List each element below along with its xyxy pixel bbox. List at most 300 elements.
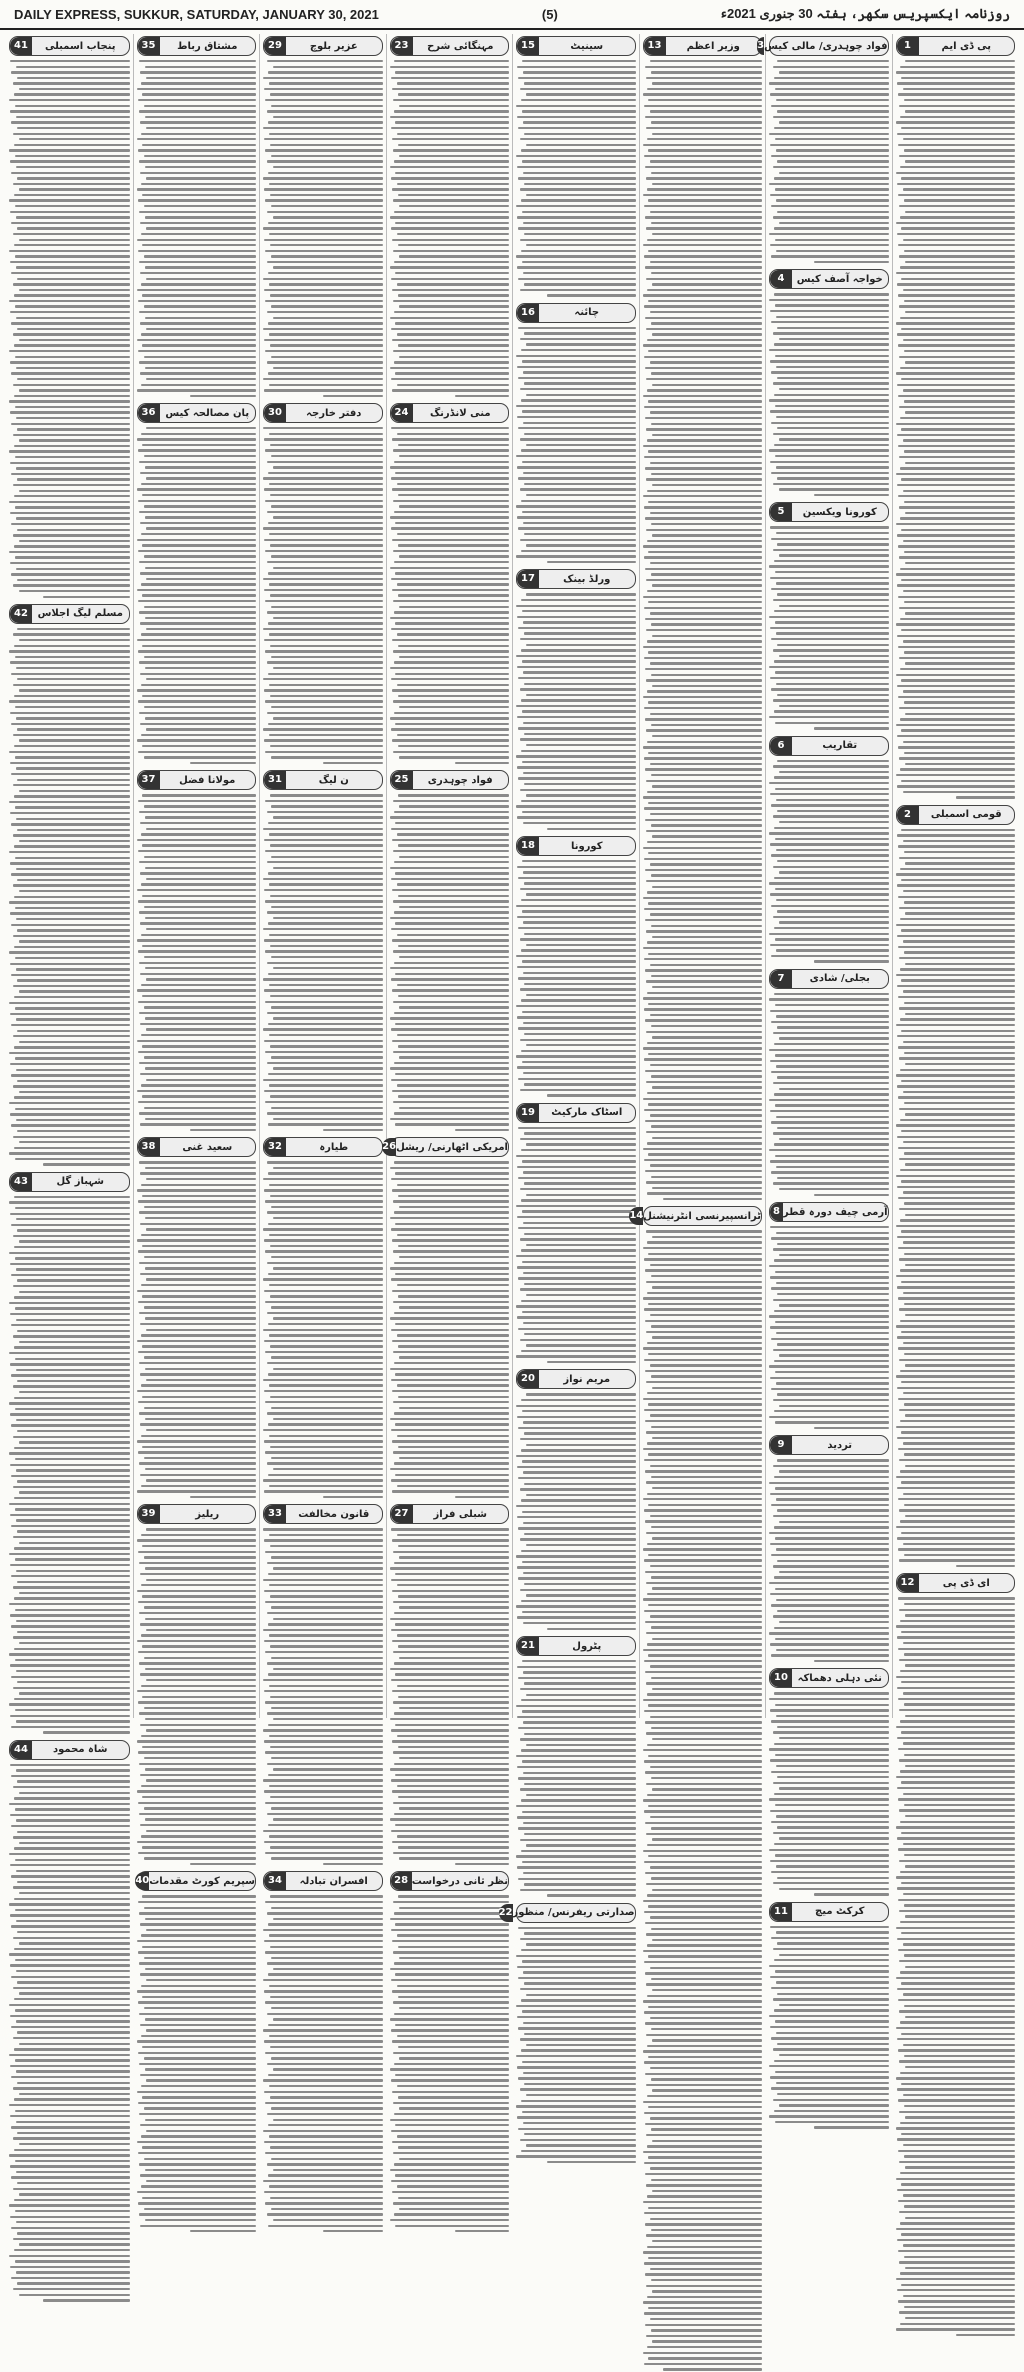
text-line — [899, 205, 1015, 207]
text-line — [15, 756, 129, 758]
text-line — [17, 1831, 129, 1833]
text-line — [898, 1096, 1015, 1098]
text-line — [263, 628, 383, 630]
text-line — [901, 979, 1015, 981]
text-line — [897, 1286, 1015, 1288]
text-line — [898, 646, 1015, 648]
text-line — [774, 394, 889, 396]
text-line — [773, 815, 889, 817]
text-line — [904, 951, 1015, 953]
text-line — [268, 872, 383, 874]
text-line — [643, 2000, 763, 2002]
text-line — [271, 2057, 382, 2059]
text-line — [15, 1508, 129, 1510]
text-line — [142, 1996, 256, 1998]
text-line — [771, 371, 888, 373]
text-line — [10, 1263, 129, 1265]
text-line — [270, 995, 382, 997]
text-line — [397, 1835, 509, 1837]
text-line — [139, 1262, 256, 1264]
story-title: صدارتی ریفرنس/ منظور — [512, 1907, 635, 1919]
text-line — [900, 2122, 1015, 2124]
text-line — [898, 1798, 1015, 1800]
text-line — [779, 1088, 889, 1090]
text-line — [645, 718, 762, 720]
text-line — [814, 1194, 888, 1196]
text-line — [903, 289, 1015, 291]
text-line — [455, 1863, 509, 1865]
text-line — [644, 1810, 762, 1812]
text-line — [897, 785, 1015, 787]
text-line — [141, 1384, 256, 1386]
news-story — [390, 36, 510, 398]
text-line — [395, 1474, 509, 1476]
text-line — [263, 1429, 383, 1431]
text-line — [145, 667, 256, 669]
text-line — [523, 1322, 635, 1324]
text-line — [775, 1970, 889, 1972]
text-line — [652, 183, 762, 185]
text-line — [393, 199, 509, 201]
text-line — [516, 1605, 636, 1607]
text-line — [395, 1973, 509, 1975]
text-line — [9, 501, 130, 503]
text-line — [643, 495, 763, 497]
text-line — [17, 428, 129, 430]
text-line — [398, 2096, 509, 2098]
text-line — [394, 1912, 509, 1914]
text-line — [19, 1240, 130, 1242]
text-line — [146, 1329, 256, 1331]
text-line — [646, 930, 762, 932]
text-line — [643, 1950, 763, 1952]
text-line — [547, 1094, 635, 1096]
text-line — [270, 2046, 382, 2048]
text-line — [518, 1527, 635, 1529]
text-line — [10, 1864, 129, 1866]
text-line — [263, 2180, 383, 2182]
text-line — [138, 500, 256, 502]
text-line — [14, 1797, 130, 1799]
text-line — [903, 1191, 1015, 1193]
text-line — [142, 93, 256, 95]
text-line — [773, 1998, 889, 2000]
text-line — [647, 1894, 762, 1896]
text-line — [644, 105, 762, 107]
text-line — [395, 723, 509, 725]
text-line — [137, 389, 257, 391]
text-line — [517, 1966, 635, 1968]
text-line — [271, 155, 382, 157]
text-line — [140, 522, 256, 524]
text-line — [268, 1623, 383, 1625]
text-line — [773, 116, 889, 118]
text-line — [652, 1738, 762, 1740]
text-line — [10, 1664, 129, 1666]
text-line — [270, 594, 382, 596]
text-line — [775, 1638, 889, 1640]
text-line — [146, 828, 256, 830]
text-line — [523, 1872, 635, 1874]
text-line — [771, 1338, 888, 1340]
text-line — [522, 1760, 636, 1762]
text-line — [146, 477, 256, 479]
text-line — [645, 1470, 762, 1472]
text-line — [643, 244, 763, 246]
text-line — [521, 1300, 636, 1302]
text-line — [521, 2049, 636, 2051]
text-line — [901, 1681, 1015, 1683]
text-line — [146, 378, 256, 380]
text-line — [522, 1410, 636, 1412]
text-line — [769, 666, 889, 668]
text-line — [140, 2074, 256, 2076]
text-line — [773, 699, 889, 701]
text-line — [646, 278, 762, 280]
text-line — [517, 616, 635, 618]
text-line — [19, 590, 130, 592]
text-line — [140, 723, 256, 725]
text-line — [137, 1440, 257, 1442]
text-line — [16, 1218, 129, 1220]
text-line — [905, 2116, 1015, 2118]
text-line — [145, 617, 256, 619]
text-line — [16, 1419, 129, 1421]
text-line — [522, 410, 636, 412]
text-line — [521, 199, 636, 201]
text-line — [896, 1625, 1016, 1627]
text-line — [270, 194, 382, 196]
text-line — [267, 60, 383, 62]
text-line — [904, 250, 1015, 252]
text-line — [264, 1490, 382, 1492]
text-line — [644, 2011, 762, 2013]
text-line — [137, 2191, 257, 2193]
text-line — [905, 713, 1015, 715]
text-line — [770, 461, 888, 463]
story-body-text — [516, 326, 636, 565]
text-line — [19, 890, 130, 892]
text-line — [264, 989, 382, 991]
text-line — [395, 673, 509, 675]
text-line — [393, 1852, 509, 1854]
text-line — [10, 1914, 129, 1916]
story-header — [516, 1369, 636, 1389]
text-line — [771, 1654, 888, 1656]
text-line — [644, 155, 762, 157]
story-number-badge: 40 — [135, 1872, 149, 1890]
text-line — [524, 783, 635, 785]
text-line — [146, 1228, 256, 1230]
text-line — [43, 2299, 130, 2301]
story-title: سینیٹ — [570, 40, 604, 52]
text-line — [897, 82, 1015, 84]
text-line — [814, 494, 888, 496]
text-line — [643, 1498, 763, 1500]
text-line — [140, 472, 256, 474]
text-line — [16, 1920, 129, 1922]
text-line — [771, 1388, 888, 1390]
text-line — [904, 1653, 1015, 1655]
text-line — [896, 322, 1016, 324]
story-number-badge: 44 — [10, 1741, 32, 1759]
text-line — [771, 2037, 888, 2039]
text-line — [399, 2107, 509, 2109]
text-line — [522, 660, 636, 662]
text-line — [773, 1032, 889, 1034]
text-line — [646, 1031, 762, 1033]
text-line — [771, 1121, 888, 1123]
text-line — [898, 144, 1015, 146]
text-line — [520, 789, 636, 791]
text-line — [270, 244, 382, 246]
text-line — [273, 1668, 383, 1670]
text-line — [270, 1396, 382, 1398]
text-line — [397, 483, 509, 485]
text-line — [323, 762, 383, 764]
text-line — [652, 1989, 762, 1991]
text-line — [10, 411, 129, 413]
text-line — [9, 199, 130, 201]
text-line — [652, 1838, 762, 1840]
text-line — [776, 1282, 888, 1284]
text-line — [905, 1966, 1015, 1968]
story-header — [390, 403, 510, 423]
text-line — [776, 1548, 888, 1550]
text-line — [904, 1504, 1015, 1506]
text-line — [774, 1576, 889, 1578]
text-line — [10, 762, 129, 764]
text-line — [10, 1964, 129, 1966]
text-line — [10, 60, 129, 62]
text-line — [140, 322, 256, 324]
text-line — [520, 1738, 636, 1740]
text-line — [267, 712, 383, 714]
text-line — [904, 300, 1015, 302]
text-line — [146, 1079, 256, 1081]
text-line — [11, 673, 129, 675]
text-line — [517, 2016, 635, 2018]
text-line — [13, 1486, 130, 1488]
text-line — [137, 138, 257, 140]
text-line — [516, 905, 636, 907]
news-story — [516, 1369, 636, 1631]
text-line — [271, 805, 382, 807]
text-line — [15, 706, 129, 708]
text-line — [770, 144, 888, 146]
text-line — [903, 2144, 1015, 2146]
story-title: تردید — [827, 1439, 853, 1451]
text-line — [397, 883, 509, 885]
text-line — [524, 882, 635, 884]
story-number-badge: 9 — [770, 1436, 792, 1454]
text-line — [771, 905, 888, 907]
text-line — [273, 516, 383, 518]
text-line — [138, 650, 256, 652]
text-line — [524, 1982, 635, 1984]
text-line — [391, 77, 509, 79]
text-line — [521, 800, 636, 802]
text-line — [523, 1772, 635, 1774]
story-body-text — [263, 793, 383, 1132]
text-line — [14, 1497, 130, 1499]
text-line — [644, 1308, 762, 1310]
text-line — [905, 1715, 1015, 1717]
text-line — [10, 2216, 129, 2218]
text-line — [393, 700, 509, 702]
text-line — [518, 627, 635, 629]
text-line — [900, 2172, 1015, 2174]
text-line — [11, 1475, 129, 1477]
text-line — [896, 1927, 1016, 1929]
text-line — [395, 222, 509, 224]
text-line — [905, 562, 1015, 564]
text-line — [395, 1223, 509, 1225]
text-line — [390, 1718, 510, 1720]
text-line — [392, 989, 509, 991]
story-number-badge: 15 — [517, 37, 539, 55]
text-line — [270, 844, 382, 846]
masthead-english-dateline: DAILY EXPRESS, SUKKUR, SATURDAY, JANUARY 30, 2021 — [14, 6, 379, 22]
text-line — [771, 688, 888, 690]
text-line — [391, 378, 509, 380]
text-line — [16, 317, 129, 319]
text-line — [897, 2289, 1015, 2291]
text-line — [777, 1026, 888, 1028]
text-line — [524, 733, 635, 735]
text-line — [898, 1848, 1015, 1850]
story-number-badge: 5 — [770, 503, 792, 521]
text-line — [9, 2004, 130, 2006]
text-line — [11, 1074, 129, 1076]
text-line — [645, 2073, 762, 2075]
text-line — [265, 500, 382, 502]
text-line — [268, 1023, 383, 1025]
text-line — [137, 188, 257, 190]
text-line — [398, 2197, 509, 2199]
text-line — [264, 138, 382, 140]
text-line — [263, 1278, 383, 1280]
text-line — [146, 978, 256, 980]
text-line — [138, 300, 256, 302]
text-line — [773, 866, 889, 868]
text-line — [392, 939, 509, 941]
text-line — [775, 405, 889, 407]
story-header — [757, 36, 889, 56]
text-line — [518, 177, 635, 179]
text-line — [264, 1040, 382, 1042]
text-line — [141, 1084, 256, 1086]
text-line — [146, 2130, 256, 2132]
text-line — [139, 1312, 256, 1314]
text-line — [547, 828, 635, 830]
text-line — [392, 1790, 509, 1792]
text-line — [265, 600, 382, 602]
text-line — [269, 82, 383, 84]
story-number-badge: 25 — [391, 771, 413, 789]
text-line — [898, 495, 1015, 497]
text-line — [393, 1101, 509, 1103]
text-line — [15, 456, 129, 458]
text-line — [11, 2026, 129, 2028]
text-line — [899, 1459, 1015, 1461]
text-line — [398, 244, 509, 246]
text-line — [522, 2061, 636, 2063]
text-line — [392, 1990, 509, 1992]
text-line — [142, 1595, 256, 1597]
text-line — [13, 233, 130, 235]
news-column — [6, 34, 133, 1756]
text-line — [643, 897, 763, 899]
text-line — [17, 1931, 129, 1933]
text-line — [137, 1189, 257, 1191]
story-number-badge: 4 — [770, 270, 792, 288]
text-line — [648, 2006, 762, 2008]
text-line — [9, 300, 130, 302]
text-line — [392, 1290, 509, 1292]
text-line — [898, 746, 1015, 748]
text-line — [896, 1225, 1016, 1227]
text-line — [648, 1003, 762, 1005]
text-line — [904, 651, 1015, 653]
text-line — [777, 211, 888, 213]
text-line — [271, 455, 382, 457]
text-line — [11, 1726, 129, 1728]
text-line — [644, 1660, 762, 1662]
text-line — [270, 1796, 382, 1798]
text-line — [516, 405, 636, 407]
text-line — [651, 1827, 762, 1829]
text-line — [265, 550, 382, 552]
text-line — [523, 522, 635, 524]
text-line — [146, 878, 256, 880]
text-line — [898, 2300, 1015, 2302]
text-line — [139, 1813, 256, 1815]
text-line — [394, 2013, 509, 2015]
text-line — [900, 1720, 1015, 1722]
text-line — [518, 278, 635, 280]
news-story — [769, 1668, 889, 1896]
story-number-badge: 36 — [138, 404, 160, 422]
text-line — [11, 2277, 129, 2279]
story-number-badge: 41 — [10, 37, 32, 55]
text-line — [777, 810, 888, 812]
text-line — [645, 1571, 762, 1573]
text-line — [145, 1768, 256, 1770]
text-line — [651, 573, 762, 575]
text-line — [896, 121, 1016, 123]
story-header — [137, 1871, 257, 1891]
text-line — [144, 1256, 256, 1258]
text-line — [647, 1392, 762, 1394]
text-line — [140, 872, 256, 874]
text-line — [14, 1246, 130, 1248]
text-line — [390, 2169, 510, 2171]
text-line — [9, 450, 130, 452]
text-line — [391, 1729, 509, 1731]
text-line — [268, 1273, 383, 1275]
text-line — [899, 1709, 1015, 1711]
text-line — [652, 1487, 762, 1489]
text-line — [526, 1594, 636, 1596]
text-line — [770, 1226, 888, 1228]
text-line — [900, 1670, 1015, 1672]
text-line — [650, 1364, 762, 1366]
story-number-badge: 33 — [264, 1505, 286, 1523]
text-line — [773, 1349, 889, 1351]
text-line — [771, 1504, 888, 1506]
text-line — [897, 1938, 1015, 1940]
